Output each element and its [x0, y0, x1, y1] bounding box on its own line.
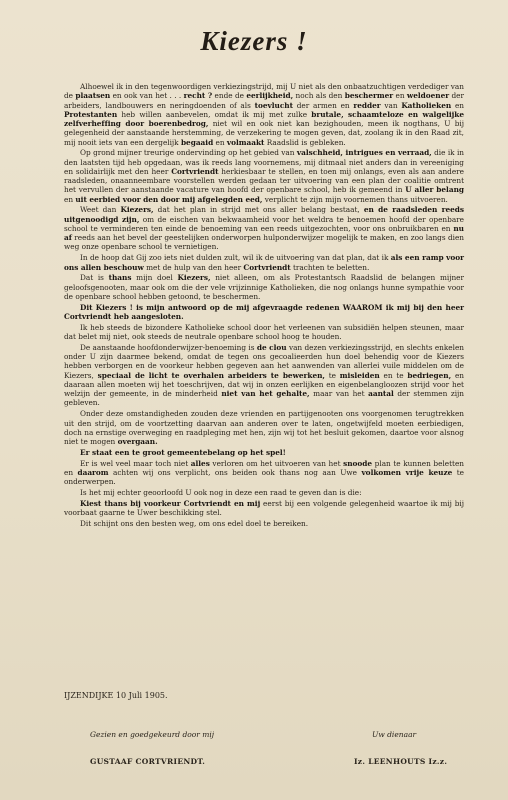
text-run: mijn doel	[131, 273, 178, 283]
body-paragraph	[64, 409, 464, 446]
text-run: om de eischen van bekwaamheid voor het weldra te benoemen hoofd der openbare school te verminderen ten einde de benoeming van een reeds uitgezochten, voor ons onbruikbaren en	[64, 214, 464, 233]
emphasis-text: snoode	[343, 458, 373, 468]
emphasis-text: eerlijkheid,	[246, 91, 294, 101]
emphasis-text: alles	[190, 458, 210, 468]
emphasis-text: aantal	[368, 389, 394, 399]
emphasis-text: Protestanten	[64, 109, 118, 119]
body-paragraph	[64, 499, 464, 518]
emphasis-text: uit eerbied voor den door mij afgelegden eed,	[75, 194, 263, 204]
emphasis-text: begaaid	[180, 137, 214, 147]
body-paragraph	[64, 253, 464, 272]
emphasis-text: Katholieken	[401, 100, 452, 110]
text-run: van	[380, 100, 402, 110]
text-run: Alhoewel ik in den tegenwoordigen verkiezingstrijd, mij U niet als den onbaatzuchtigen verdediger van de	[64, 82, 464, 101]
text-run: verloren om het uitvoeren van het	[209, 458, 344, 468]
text-run: In de hoop dat Gij zoo iets niet dulden zult, wil ik de uitvoering van dat plan, dat ik	[80, 253, 391, 263]
emphasis-text: Kiezers,	[177, 273, 211, 283]
emphasis-text: valschheid, intrigues en verraad,	[296, 148, 432, 158]
approval-caption: Gezien en goedgekeurd door mij	[90, 730, 215, 739]
cortvriendt-signature-name: GUSTAAF CORTVRIENDT.	[90, 757, 206, 766]
body-paragraph	[64, 303, 464, 322]
emphasis-text: thans	[108, 273, 132, 283]
emphasis-text: Er staat een te groot gemeentebelang op het spel!	[80, 447, 286, 457]
emphasis-text: Kiezers,	[120, 205, 154, 215]
text-run: te	[324, 370, 340, 380]
emphasis-text: nu af	[64, 223, 464, 243]
text-run: achten wij ons verplicht, ons beiden ook thans nog aan Uwe	[108, 467, 362, 477]
body-paragraph	[64, 459, 464, 487]
text-run: trachten te beletten.	[290, 262, 370, 272]
body-paragraph	[64, 148, 464, 204]
text-run: Ik heb steeds de bizondere Katholieke school door het verleenen van subsidiën helpen steunen, maar dat belet mij niet, ook steeds de neutrale openbare school hoog te houden.	[64, 322, 464, 342]
body-paragraph	[64, 323, 464, 342]
text-run: Dat is	[80, 273, 109, 283]
text-run: en te	[379, 370, 408, 380]
emphasis-text: daarom	[77, 467, 109, 477]
text-run: Weet dan	[80, 205, 121, 215]
text-run: Onder deze omstandigheden zouden deze vrienden en partijgenooten ons voorgenomen terugtrekken uit den strijd, om de voortzetting daarvan aan anderen over te laten, ongetwijfeld moeten eerbiedigen, doch na ernstige overweging en raadpleging met hen, zijn wij tot het besluit gekomen, daartoe voor alsnog niet te mogen	[64, 409, 464, 446]
emphasis-text: U aller belang	[405, 185, 465, 195]
text-run: herkiesbaar te stellen, en toen mij onlangs, even als aan andere raadsleden, onaanneembare voorstellen werden gedaan ter uitvoering van een plan der coalitie omtrent het vervullen der aanstaande vacature van hoofd der openbare school, heb ik gemeend in	[64, 166, 464, 195]
body-paragraph	[64, 343, 464, 408]
text-run: eerst bij een volgende gelegenheid waartoe ik mij bij voorbaat gaarne te Uwer beschikking stel.	[64, 498, 464, 518]
text-run: verplicht te zijn mijn voornemen thans uitvoeren.	[262, 194, 448, 204]
closing-caption: Uw dienaar	[372, 730, 417, 739]
leenhouts-signature-name: Iz. LEENHOUTS Iz.z.	[354, 757, 448, 766]
emphasis-text: Cortvriendt	[243, 262, 291, 272]
text-run: De aanstaande hoofdonderwijzer-benoeming is	[80, 342, 257, 352]
text-run: Dit schijnt ons den besten weg, om ons edel doel te bereiken.	[80, 518, 309, 528]
emphasis-text: toevlucht	[254, 100, 293, 110]
text-run: Er is wel veel maar toch niet	[80, 458, 191, 468]
text-run: maar van het	[309, 389, 369, 399]
text-run: en	[393, 91, 407, 101]
text-run: Raadslid is gebleken.	[264, 137, 346, 147]
text-run: Op grond mijner treurige ondervinding op het gebied van	[80, 148, 297, 158]
body-paragraph	[64, 205, 464, 251]
text-run: reeds aan het bevel der geestelijken onderworpen hulponderwijzer mogelijk te maken, en zoo langs dien weg onze openbare school te vernietigen.	[64, 233, 464, 252]
emphasis-text: misleiden	[339, 370, 380, 380]
emphasis-text: niet van het gehalte,	[221, 389, 310, 399]
emphasis-text: als een ramp voor ons allen beschouw	[64, 253, 465, 272]
text-run: dat het plan in strijd met ons aller belang bestaat,	[153, 205, 364, 215]
emphasis-text: Kiest thans bij voorkeur Cortvriendt en mij	[80, 498, 261, 508]
text-run: niet wil en ook niet kan bezighouden, meen ik nogthans, U bij gelegenheid der aanstaande herstemming, de verzekering te mogen geven, dat, zoolang ik in den Raad zit, mij nooit iets van een dergelijk	[64, 119, 465, 147]
emphasis-text: beschermer	[344, 91, 394, 101]
text-run: en daaraan allen moeten wij het toeschrijven, dat wij in onzen eerlijken en eigenbelangloozen strijd voor het welzijn der gemeente, in de minderheid	[64, 370, 464, 399]
text-run: der armen en	[293, 100, 354, 110]
emphasis-text: overgaan.	[117, 437, 158, 446]
dateline: IJZENDIJKE 10 Juli 1905.	[64, 691, 168, 700]
text-run: en	[213, 137, 227, 147]
emphasis-text: de clou	[256, 342, 287, 352]
body-paragraph	[64, 273, 464, 301]
body-text	[64, 82, 464, 530]
body-paragraph	[64, 448, 464, 457]
body-paragraph	[64, 82, 464, 147]
text-run: der stemmen zijn gebleven.	[64, 389, 465, 408]
text-run: met de hulp van den heer	[143, 262, 244, 272]
poster-title: Kiezers !	[200, 26, 308, 56]
emphasis-text: speciaal de licht te overhalen arbeiders te bewerken,	[97, 370, 325, 380]
text-run: ende de	[212, 91, 247, 101]
text-run: Is het mij echter geoorloofd U ook nog in deze een raad te geven dan is die:	[80, 488, 362, 498]
text-run: en ook van het . . .	[110, 91, 184, 101]
text-run: der arbeiders, landbouwers en neringdoenden of als	[64, 91, 465, 110]
emphasis-text: Dit Kiezers ! is mijn antwoord op de mij afgevraagde redenen WAAROM ik mij bij den heer Cortvriendt heb aangesloten.	[64, 302, 464, 321]
text-run: niet alleen, om als Protestantsch Raadslid de belangen mijner geloofsgenooten, maar ook om die der vele vrijzinnige Katholieken, die nog onlangs hunne sympathie voor de openbare school hebben getoond, te beschermen.	[64, 273, 464, 301]
text-run: van dezen verkiezingsstrijd, en slechts enkelen onder U zijn daarmee bekend, omdat de tegen ons gecoalieerden hun doel behendig voor de Kiezers hebben verborgen en de voorkeur hebben gegeven aan het aanwenden van allerlei vuile middelen om de Kiezers,	[64, 342, 464, 380]
emphasis-text: volmaakt	[226, 137, 265, 147]
emphasis-text: plaatsen	[75, 91, 111, 101]
text-run: heb willen aanbevelen, omdat ik mij met zulke	[117, 109, 312, 119]
emphasis-text: redder	[353, 100, 381, 110]
emphasis-text: recht ?	[183, 91, 213, 101]
text-run: en	[451, 100, 465, 110]
emphasis-text: en de raadsleden reeds uitgenoodigd zijn,	[64, 205, 465, 224]
text-run: plan te kunnen beletten en	[64, 458, 464, 477]
emphasis-text: Cortvriendt	[171, 166, 219, 176]
emphasis-text: bedriegen,	[407, 370, 452, 380]
text-run: die ik in den laatsten tijd heb opgedaan, was ik reeds lang voornemens, mij ditmaal niet anders dan in vereeniging en solidairlijk met den heer	[64, 148, 465, 176]
text-run: noch als den	[293, 91, 345, 101]
body-paragraph	[64, 519, 464, 528]
text-run: en	[64, 194, 76, 204]
body-paragraph	[64, 488, 464, 497]
emphasis-text: volkomen vrije keuze	[361, 467, 453, 477]
emphasis-text: brutale, schaamteloze en walgelijke zelfverheffing door boerenbedrog,	[64, 109, 464, 128]
emphasis-text: weldoener	[406, 91, 450, 101]
text-run: te onderwerpen.	[64, 467, 464, 487]
